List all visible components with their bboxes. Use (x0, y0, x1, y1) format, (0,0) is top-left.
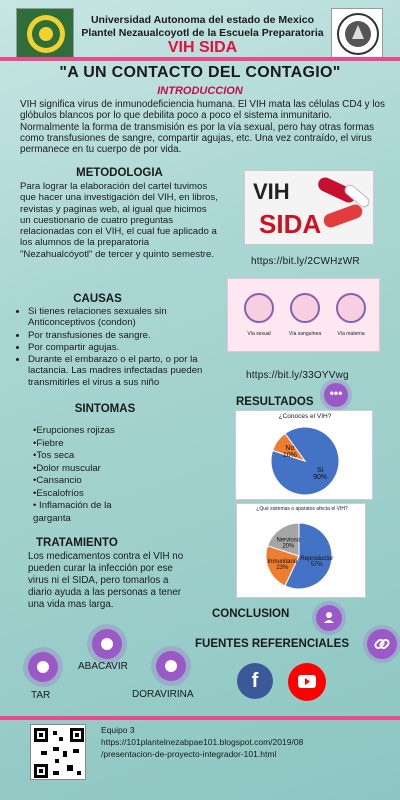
abacavir-label: ABACAVIR (78, 661, 128, 672)
poster-subtitle: "A UN CONTACTO DEL CONTAGIO" (59, 64, 341, 81)
conclusion-heading: CONCLUSION (212, 608, 290, 620)
causa-item: • Si tienes relaciones sexuales sin Anticonceptivos (condon) (28, 306, 214, 329)
blog-link-line-1[interactable]: https://101plantelnezabpae101.blogspot.com/2019/08 (101, 737, 304, 747)
pie-label-reproductor: Reproductor 57% (300, 555, 334, 568)
doravirina-circle[interactable] (156, 651, 186, 681)
sintoma-item: •Escalofríos (33, 487, 84, 499)
sintomas-heading: SINTOMAS (74, 403, 136, 415)
blog-link-line-2[interactable]: /presentacion-de-proyecto-integrador-101.html (101, 749, 277, 759)
sintoma-item: •Dolor muscular (33, 462, 101, 474)
chart-sistemas-afectados (236, 503, 366, 598)
preparatoria-seal-logo (331, 8, 383, 58)
footer-text (101, 724, 396, 760)
chart-conoces-vih (235, 410, 373, 500)
via-sexual-icon (244, 293, 274, 323)
metodologia-heading: METODOLOGIA (76, 167, 163, 179)
university-line-1: Universidad Autonoma del estado de Mexico (90, 14, 315, 26)
doravirina-label: DORAVIRINA (132, 689, 194, 700)
metodologia-text: Para lograr la elaboración del cartel tuvimos que hacer una investigación del VIH, en libros, revistas y paginas web, al igual que hicimos un cuestionario de cuatro preguntas relacionadas con el VIH, el cual fue aplicado a los alumnos de la preparatoria "Nezahualcóyotl" de tercer y quinto semestre. (20, 181, 218, 260)
fuentes-link-button[interactable] (367, 629, 397, 659)
facebook-icon: f (251, 670, 259, 692)
bottom-divider (0, 716, 400, 720)
poster-title: VIH SIDA (167, 39, 238, 56)
causa-item: • Por compartir agujas. (28, 342, 214, 353)
university-line-2: Plantel Nezaualcoyotl de la Escuela Preparatoria (81, 27, 324, 39)
causa-item: • Por transfusiones de sangre. (28, 330, 214, 341)
tar-circle[interactable] (28, 652, 58, 682)
sintoma-item: •Tos seca (33, 450, 75, 461)
pie-label-no: No 10% (282, 445, 297, 460)
chart-2-title: ¿Qué sistemas o aparatos afecta el VIH? (256, 506, 348, 512)
image-source-link-1[interactable]: https://bit.ly/2CWHzWR (251, 256, 360, 267)
resultados-heading: RESULTADOS (236, 396, 314, 408)
chart-1-title: ¿Conoces el VIH? (278, 413, 332, 420)
image-source-link-2[interactable]: https://bit.ly/33OYVwg (246, 370, 349, 381)
top-divider (0, 57, 400, 61)
pie-label-si: Si 90% (313, 466, 328, 481)
link-icon (367, 629, 397, 659)
sintoma-item: • Inflamación de la garganta (33, 500, 112, 524)
sintomas-list (33, 425, 133, 525)
causa-item: • Durante el embarazo o el parto, o por la lactancia. Las madres infectadas pueden transmitirles el virus a sus niño (28, 354, 214, 388)
sintoma-item: •Erupciones rojizas (33, 425, 115, 436)
via-materna-icon (336, 293, 366, 323)
fuentes-heading: FUENTES REFERENCIALES (195, 638, 349, 650)
facebook-button[interactable] (237, 663, 273, 699)
intro-heading: INTRODUCCION (157, 85, 243, 97)
sintoma-item: •Fiebre (33, 437, 64, 449)
university-name (80, 14, 325, 40)
vih-pills-image (244, 170, 374, 245)
conclusion-button[interactable] (316, 605, 342, 631)
youtube-icon (288, 663, 326, 701)
via-sexual-label: Vía sexual (247, 331, 271, 337)
causas-list (14, 306, 214, 389)
pie-chart-1 (236, 411, 374, 501)
youtube-button[interactable] (288, 663, 326, 701)
sintoma-item: •Cansancio (33, 475, 82, 486)
via-sanguinea-label: Vía sanguínea (288, 331, 322, 337)
uaem-logo (16, 8, 74, 58)
pie-label-nervioso: Nervioso 20% (276, 537, 301, 550)
tratamiento-text: Los medicamentos contra el VIH no pueden curar la infección por ese virus ni el SIDA, pero tomarlos a diario ayuda a las personas a tener una vida mas larga. (28, 551, 184, 610)
pie-chart-2 (237, 504, 367, 599)
intro-text: VIH significa virus de inmunodeficiencia humana. El VIH mata las células CD4 y los glóbulos blancos por lo que debilita poco a poco el sistema inmunitario. Normalmente la forma de transmisión es por la vía sexual, pero hay otras formas como transfusiones de sangre, compartir agujas, etc. Una vez contraído, el virus permanece en tu cuerpo de por vida. (20, 99, 385, 156)
qr-code[interactable] (30, 724, 86, 780)
more-options-button[interactable] (324, 383, 348, 407)
sida-text-graphic: SIDA (259, 209, 322, 239)
causas-heading: CAUSAS (73, 293, 122, 305)
abacavir-circle[interactable] (92, 629, 122, 659)
vih-text-graphic: VIH (253, 179, 290, 204)
more-dots-icon: ••• (329, 386, 343, 400)
team-name: Equipo 3 (101, 725, 135, 735)
tar-label: TAR (31, 690, 51, 701)
via-sanguinea-icon (290, 293, 320, 323)
via-materna-label: Vía materna (337, 331, 365, 337)
user-icon (316, 605, 342, 631)
tratamiento-heading: TRATAMIENTO (36, 537, 118, 549)
transmission-routes-image (227, 278, 380, 352)
pie-label-inmunitario: Inmunitario 23% (267, 559, 298, 572)
